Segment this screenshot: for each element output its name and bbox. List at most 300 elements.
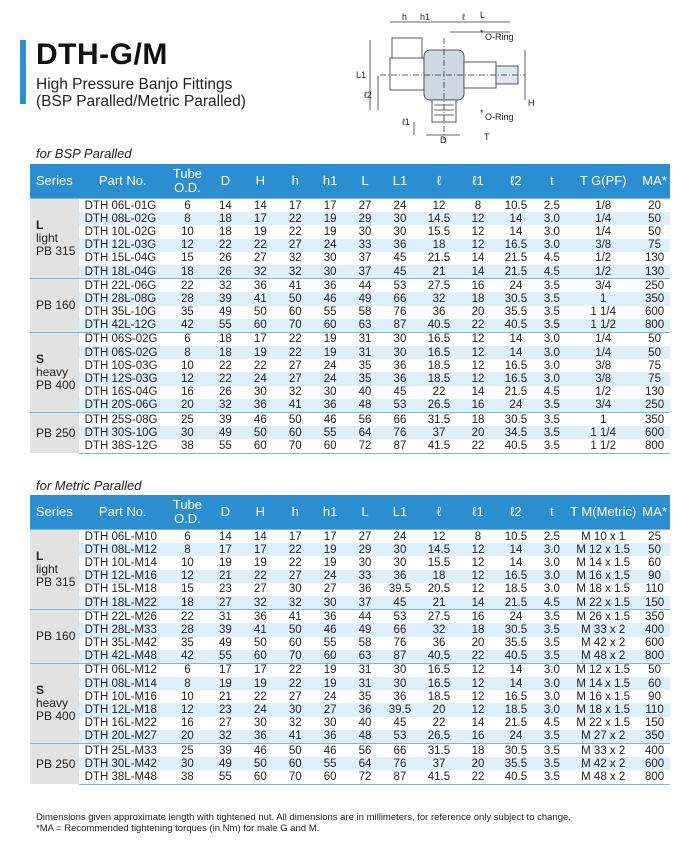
value-cell: 12	[461, 332, 496, 346]
value-cell: 30.5	[495, 413, 536, 427]
value-cell: 16.5	[417, 332, 460, 346]
value-cell: 20	[471, 306, 485, 319]
value-cell: 1	[567, 292, 639, 305]
value-cell: 150	[644, 717, 665, 730]
value-cell: 400	[639, 744, 670, 758]
value-cell: 12	[167, 372, 208, 385]
value-cell: 70	[278, 439, 313, 453]
series-cell	[30, 199, 79, 279]
value-cell: 10	[181, 690, 194, 703]
value-cell: 42	[167, 650, 208, 664]
value-cell: 18	[461, 413, 496, 427]
value-cell: 3.5	[543, 306, 560, 319]
value-cell: 46	[313, 623, 348, 636]
part-number-cell: DTH 06L-M12	[79, 663, 167, 677]
value-cell: 8	[461, 530, 496, 544]
header-1: Part No.	[79, 495, 167, 530]
value-cell: 66	[383, 623, 418, 636]
series-cell	[30, 610, 79, 664]
value-cell: 1 1/4	[567, 426, 639, 439]
value-cell: 60	[243, 439, 278, 453]
part-number-cell: DTH 10L-M14	[84, 556, 157, 569]
part-number-cell: DTH 06S-02G	[79, 332, 167, 346]
value-cell: 16	[461, 399, 496, 413]
bsp-section-label: for BSP Paralled	[36, 146, 132, 161]
value-cell: 600	[644, 637, 665, 650]
value-cell: 22	[461, 439, 496, 453]
value-cell: 1	[567, 413, 639, 427]
value-cell: 3.0	[536, 703, 567, 716]
header-4: H	[243, 495, 278, 530]
value-cell: M 22 x 1.5	[576, 717, 631, 730]
header-5: h	[278, 164, 313, 199]
table-row	[30, 623, 670, 636]
part-number-cell: DTH 06L-M10	[79, 530, 167, 544]
value-cell: 40.5	[495, 650, 536, 664]
value-cell: 20.5	[427, 583, 451, 596]
value-cell: 12	[461, 543, 496, 556]
part-number-cell: DTH 28L-08G	[79, 292, 167, 305]
table-row	[30, 319, 670, 333]
value-cell: 60	[313, 770, 348, 784]
value-cell: 16.5	[495, 239, 536, 252]
value-cell: 31	[348, 346, 383, 359]
value-cell: 18.5	[427, 359, 451, 372]
value-cell: 12	[167, 703, 208, 716]
value-cell: 41	[243, 623, 278, 636]
part-number-cell: DTH 12L-M16	[79, 570, 167, 583]
part-number-cell: DTH 38L-M48	[79, 770, 167, 784]
value-cell: 3/4	[567, 279, 639, 293]
value-cell: 60	[639, 677, 670, 690]
value-cell: 1 1/2	[567, 439, 639, 453]
value-cell: 55	[208, 439, 243, 453]
value-cell: 21	[417, 596, 460, 610]
value-cell: 22	[243, 239, 278, 252]
value-cell: 3.5	[536, 650, 567, 664]
value-cell: 30	[383, 677, 418, 690]
value-cell: 1/4	[595, 225, 612, 238]
value-cell: 14	[461, 265, 496, 279]
value-cell: 22	[208, 239, 243, 252]
value-cell: 41	[278, 610, 313, 624]
value-cell: 3.5	[536, 730, 567, 744]
value-cell: 27	[219, 717, 232, 730]
value-cell: 14	[461, 596, 496, 610]
value-cell: 46	[243, 413, 278, 427]
part-number-cell: DTH 42L-12G	[79, 319, 167, 333]
part-number-cell: DTH 35L-M42	[84, 637, 157, 650]
value-cell: 19	[208, 677, 243, 690]
value-cell: 30	[383, 543, 418, 556]
value-cell: 36	[243, 730, 278, 744]
series-label: PB 315	[36, 244, 76, 259]
header-8: L1	[383, 164, 418, 199]
value-cell: 50	[639, 332, 670, 346]
part-number-cell: DTH 10L-02G	[84, 225, 157, 238]
value-cell: 40	[358, 717, 372, 730]
value-cell: 19	[243, 346, 278, 359]
part-number-cell: DTH 12L-M18	[79, 703, 167, 716]
diagram-label-D: D	[440, 135, 447, 145]
value-cell: 20	[417, 703, 460, 716]
value-cell: 35.5	[504, 637, 528, 650]
value-cell: 30.5	[495, 744, 536, 758]
value-cell: 41.5	[417, 439, 460, 453]
value-cell: 40.5	[495, 770, 536, 784]
value-cell: 22	[432, 386, 446, 399]
value-cell: 8	[167, 543, 208, 556]
table-row	[30, 332, 670, 346]
value-cell: 55	[208, 319, 243, 333]
value-cell: 12	[461, 212, 496, 225]
part-number-cell: DTH 06S-02G	[79, 346, 167, 359]
value-cell: 22	[278, 332, 313, 346]
series-cell	[30, 744, 79, 785]
value-cell: 76	[383, 426, 418, 439]
value-cell: 14	[495, 212, 536, 225]
value-cell: 87	[383, 319, 418, 333]
value-cell: 8	[167, 212, 208, 225]
value-cell: 16	[181, 717, 194, 730]
table-row	[30, 265, 670, 279]
value-cell: 49	[219, 306, 232, 319]
value-cell: 18	[208, 346, 243, 359]
value-cell: 36	[393, 690, 407, 703]
value-cell: 35	[358, 690, 372, 703]
value-cell: 24	[495, 279, 536, 293]
value-cell: 35	[348, 372, 383, 385]
series-label: heavy	[36, 695, 69, 710]
value-cell: 40.5	[495, 439, 536, 453]
value-cell: 50	[639, 663, 670, 677]
value-cell: 60	[313, 650, 348, 664]
value-cell: 22	[278, 212, 313, 225]
table-row	[30, 690, 670, 703]
value-cell: 22	[167, 279, 208, 293]
value-cell: 46	[243, 744, 278, 758]
value-cell: 46	[313, 413, 348, 427]
value-cell: 14	[208, 530, 243, 544]
value-cell: 17	[243, 332, 278, 346]
value-cell: 27.5	[417, 610, 460, 624]
value-cell: 30	[253, 386, 267, 399]
value-cell: M 18 x 1.5	[576, 583, 631, 596]
header-9: ℓ	[417, 164, 460, 199]
value-cell: 15.5	[427, 556, 451, 569]
value-cell: 3.5	[536, 426, 567, 439]
value-cell: 64	[348, 757, 383, 770]
value-cell: 21.5	[427, 252, 451, 265]
value-cell: 50	[639, 543, 670, 556]
value-cell: 30	[323, 386, 337, 399]
value-cell: 45	[393, 717, 407, 730]
value-cell: 60	[243, 319, 278, 333]
value-cell: 32	[417, 292, 460, 305]
value-cell: 18.5	[504, 583, 528, 596]
value-cell: 3/8	[567, 239, 639, 252]
part-number-cell: DTH 42L-M48	[79, 650, 167, 664]
value-cell: 14	[495, 332, 536, 346]
value-cell: 12	[471, 359, 485, 372]
table-row	[30, 637, 670, 650]
value-cell: 50	[243, 757, 278, 770]
value-cell: 250	[639, 399, 670, 413]
value-cell: 25	[167, 413, 208, 427]
value-cell: 64	[348, 426, 383, 439]
value-cell: 14	[471, 386, 485, 399]
value-cell: 24	[495, 610, 536, 624]
value-cell: 12	[461, 570, 496, 583]
value-cell: 22	[278, 663, 313, 677]
value-cell: 35.5	[495, 757, 536, 770]
metric-section-label: for Metric Paralled	[36, 478, 142, 493]
header-9: ℓ	[417, 495, 460, 530]
value-cell: 30	[358, 556, 372, 569]
header-5: h	[278, 495, 313, 530]
part-number-cell: DTH 10L-M16	[84, 690, 157, 703]
value-cell: 3.0	[543, 359, 560, 372]
value-cell: 800	[639, 770, 670, 784]
value-cell: 36	[383, 239, 418, 252]
value-cell: 3.5	[536, 319, 567, 333]
value-cell: 1/4	[567, 332, 639, 346]
part-number-cell: DTH 08L-M12	[79, 543, 167, 556]
value-cell: 4.5	[536, 265, 567, 279]
value-cell: 25	[167, 744, 208, 758]
value-cell: 46	[313, 292, 348, 305]
value-cell: 130	[639, 265, 670, 279]
value-cell: 66	[383, 744, 418, 758]
value-cell: 12	[417, 199, 460, 213]
value-cell: 24	[383, 530, 418, 544]
value-cell: 34.5	[495, 426, 536, 439]
value-cell: 32	[243, 265, 278, 279]
value-cell: 20	[639, 199, 670, 213]
value-cell: 24	[383, 199, 418, 213]
value-cell: 27	[348, 199, 383, 213]
value-cell: 36	[243, 610, 278, 624]
value-cell: 23	[219, 583, 232, 596]
value-cell: 27	[208, 596, 243, 610]
value-cell: 58	[358, 306, 372, 319]
value-cell: 40	[358, 386, 372, 399]
value-cell: 32	[278, 265, 313, 279]
value-cell: 3.0	[536, 212, 567, 225]
header-2: Tube O.D.	[167, 164, 208, 199]
series-cell	[30, 413, 79, 454]
value-cell: 14	[495, 346, 536, 359]
value-cell: 50	[278, 292, 313, 305]
value-cell: 31.5	[417, 413, 460, 427]
value-cell: 14.5	[417, 212, 460, 225]
value-cell: 60	[313, 319, 348, 333]
value-cell: 22	[288, 556, 302, 569]
part-number-cell: DTH 25L-M33	[79, 744, 167, 758]
value-cell: 1/2	[595, 252, 612, 265]
value-cell: 24	[495, 399, 536, 413]
value-cell: 250	[639, 279, 670, 293]
value-cell: 15	[181, 252, 194, 265]
value-cell: 3.5	[536, 292, 567, 305]
value-cell: 41	[278, 730, 313, 744]
value-cell: 3/8	[567, 372, 639, 385]
value-cell: 600	[639, 757, 670, 770]
table-row	[30, 239, 670, 252]
header-3: D	[208, 164, 243, 199]
part-number-cell: DTH 20S-06G	[79, 399, 167, 413]
value-cell: 17	[208, 543, 243, 556]
value-cell: 60	[288, 306, 302, 319]
value-cell: 35	[358, 359, 372, 372]
title-accent-bar	[20, 40, 26, 104]
value-cell: 17	[313, 199, 348, 213]
table-row	[30, 650, 670, 664]
part-number-cell: DTH 08L-02G	[79, 212, 167, 225]
part-number-cell: DTH 22L-06G	[79, 279, 167, 293]
value-cell: 37	[417, 757, 460, 770]
page-title: DTH-G/M	[36, 38, 168, 71]
table-row	[30, 530, 670, 544]
value-cell: 49	[348, 623, 383, 636]
value-cell: 19	[313, 677, 348, 690]
part-number-cell: DTH 30L-M42	[79, 757, 167, 770]
value-cell: 36	[383, 570, 418, 583]
value-cell: 26	[208, 265, 243, 279]
value-cell: 39	[208, 292, 243, 305]
value-cell: 55	[208, 650, 243, 664]
value-cell: M 18 x 1.5	[567, 703, 639, 716]
value-cell: 30.5	[495, 292, 536, 305]
value-cell: 16.5	[504, 690, 528, 703]
value-cell: 44	[348, 610, 383, 624]
value-cell: 38	[167, 770, 208, 784]
value-cell: M 16 x 1.5	[567, 570, 639, 583]
page-subtitle-line2: (BSP Paralled/Metric Paralled)	[36, 93, 246, 110]
header-14: MA*	[639, 495, 670, 530]
value-cell: 45	[393, 386, 407, 399]
value-cell: 3.5	[536, 413, 567, 427]
value-cell: 41.5	[417, 770, 460, 784]
value-cell: 25	[639, 530, 670, 544]
value-cell: 32	[288, 252, 302, 265]
value-cell: 22	[278, 543, 313, 556]
value-cell: 36	[432, 306, 446, 319]
series-cell	[30, 279, 79, 333]
value-cell: 19	[323, 225, 337, 238]
table-row	[30, 199, 670, 213]
value-cell: 58	[358, 637, 372, 650]
value-cell: 32	[208, 730, 243, 744]
value-cell: 400	[639, 623, 670, 636]
value-cell: 14	[495, 663, 536, 677]
value-cell: 17	[243, 212, 278, 225]
value-cell: 12	[461, 239, 496, 252]
value-cell: 1/8	[567, 199, 639, 213]
value-cell: 36	[243, 399, 278, 413]
series-label: heavy	[36, 364, 69, 379]
value-cell: 29	[348, 543, 383, 556]
value-cell: 18	[208, 212, 243, 225]
value-cell: 16.5	[495, 372, 536, 385]
header-10: ℓ1	[461, 495, 496, 530]
value-cell: 66	[383, 413, 418, 427]
value-cell: 19	[313, 663, 348, 677]
value-cell: 53	[383, 279, 418, 293]
value-cell: 37	[417, 426, 460, 439]
value-cell: 30	[383, 346, 418, 359]
table-row	[30, 610, 670, 624]
value-cell: 19	[219, 556, 232, 569]
value-cell: 3.0	[536, 543, 567, 556]
value-cell: 30	[383, 212, 418, 225]
value-cell: 3.0	[536, 239, 567, 252]
value-cell: 31.5	[417, 744, 460, 758]
value-cell: 800	[639, 319, 670, 333]
value-cell: 12	[471, 556, 485, 569]
value-cell: 48	[348, 730, 383, 744]
value-cell: 49	[208, 426, 243, 439]
value-cell: 21.5	[495, 596, 536, 610]
value-cell: 10.5	[495, 199, 536, 213]
value-cell: 18	[461, 744, 496, 758]
value-cell: 30	[313, 596, 348, 610]
value-cell: M 27 x 2	[567, 730, 639, 744]
value-cell: 350	[639, 413, 670, 427]
value-cell: 10	[181, 556, 194, 569]
value-cell: 27	[253, 252, 267, 265]
value-cell: 14	[243, 530, 278, 544]
value-cell: 36	[358, 583, 372, 596]
table-row	[30, 744, 670, 758]
series-cell	[30, 530, 79, 610]
value-cell: 72	[348, 770, 383, 784]
value-cell: 22	[461, 770, 496, 784]
value-cell: 12	[167, 239, 208, 252]
part-number-cell: DTH 18L-M22	[79, 596, 167, 610]
value-cell: 12	[471, 690, 485, 703]
header-12: t	[536, 495, 567, 530]
value-cell: 90	[648, 690, 661, 703]
value-cell: 3/8	[595, 359, 612, 372]
value-cell: 18.5	[427, 690, 451, 703]
banjo-fitting-diagram	[350, 10, 550, 145]
table-row	[30, 717, 670, 730]
bsp-spec-table	[30, 164, 670, 454]
diagram-label-L: L	[480, 10, 486, 20]
header-10: ℓ1	[461, 164, 496, 199]
value-cell: 53	[383, 610, 418, 624]
value-cell: 56	[348, 744, 383, 758]
table-row	[30, 770, 670, 784]
value-cell: 3.0	[543, 690, 560, 703]
value-cell: 27	[278, 570, 313, 583]
value-cell: 27	[313, 703, 348, 716]
series-label: PB 315	[36, 575, 76, 590]
value-cell: 49	[208, 757, 243, 770]
series-label: light	[36, 231, 59, 246]
value-cell: 30	[253, 717, 267, 730]
value-cell: M 12 x 1.5	[567, 663, 639, 677]
value-cell: 16	[181, 386, 194, 399]
value-cell: 30	[278, 703, 313, 716]
value-cell: 22	[461, 319, 496, 333]
value-cell: 21.5	[504, 252, 528, 265]
value-cell: 3.5	[536, 770, 567, 784]
value-cell: 350	[639, 610, 670, 624]
value-cell: 33	[348, 239, 383, 252]
value-cell: 50	[253, 306, 267, 319]
